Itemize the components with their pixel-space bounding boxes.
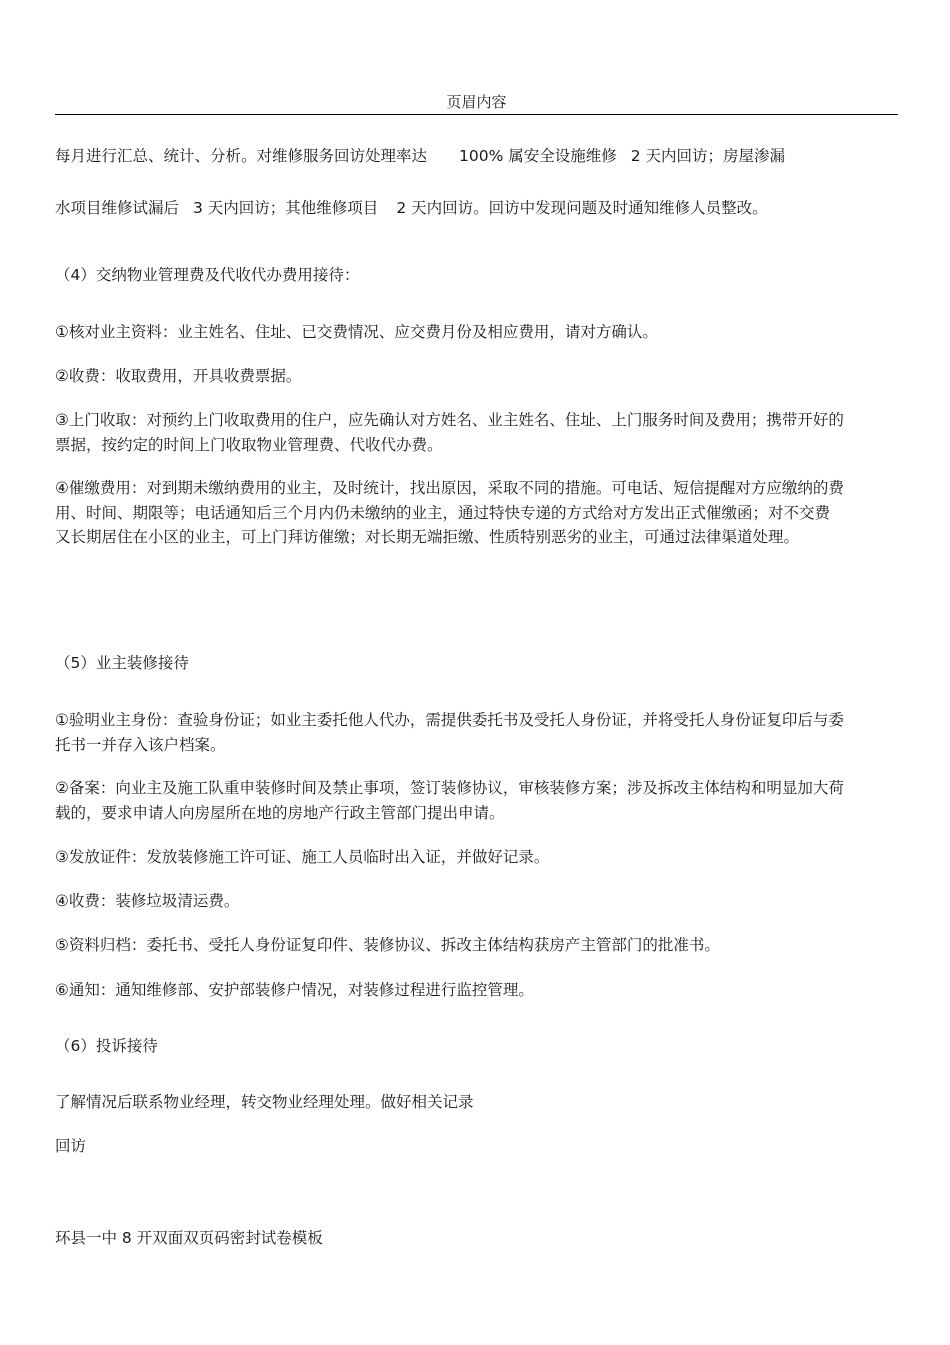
intro-line-2-part-b: 3 天内回访；其他维修项目 xyxy=(193,199,379,217)
intro-line-1-part-b: 100% 属安全设施维修 xyxy=(459,147,617,165)
section-4-item-4: ④催缴费用：对到期未缴纳费用的业主，及时统计，找出原因，采取不同的措施。可电话、短信提醒对方应缴纳的费用、时间、期限等；电话通知后三个月内仍未缴纳的业主，通过特快专递的方式给对方发出正式催缴函；对不交费又长期居住在小区的业主，可上门拜访催缴；对长期无端拒缴、性质特别恶劣的业主，可通过法律渠道处理。 xyxy=(55,479,844,546)
section-5-item-1: ①验明业主身份：查验身份证；如业主委托他人代办，需提供委托书及受托人身份证，并将受托人身份证复印后与委托书一并存入该户档案。 xyxy=(55,711,844,754)
section-4-item-3: ③上门收取：对预约上门收取费用的住户，应先确认对方姓名、业主姓名、住址、上门服务时间及费用；携带开好的票据，按约定的时间上门收取物业管理费、代收代办费。 xyxy=(55,411,844,454)
section-5-item-3: ③发放证件：发放装修施工许可证、施工人员临时出入证，并做好记录。 xyxy=(55,848,550,866)
intro-line-2 xyxy=(55,198,768,218)
section-5-item-5: ⑤资料归档：委托书、受托人身份证复印件、装修协议、拆改主体结构获房产主管部门的批准书。 xyxy=(55,936,720,954)
intro-line-1-part-a: 每月进行汇总、统计、分析。对维修服务回访处理率达 xyxy=(55,147,428,165)
intro-line-1 xyxy=(55,146,785,166)
section-5-heading: （5）业主装修接待 xyxy=(55,654,189,672)
section-5-item-6: ⑥通知：通知维修部、安护部装修户情况，对装修过程进行监控管理。 xyxy=(55,981,534,999)
section-5-item-2: ②备案：向业主及施工队重申装修时间及禁止事项，签订装修协议，审核装修方案；涉及拆改主体结构和明显加大荷载的，要求申请人向房屋所在地的房地产行政主管部门提出申请。 xyxy=(55,779,844,822)
intro-line-2-part-c: 2 天内回访。回访中发现问题及时通知维修人员整改。 xyxy=(396,199,768,217)
section-4-item-2: ②收费：收取费用，开具收费票据。 xyxy=(55,367,302,385)
section-5-item-4: ④收费：装修垃圾清运费。 xyxy=(55,892,240,910)
section-4-heading: （4）交纳物业管理费及代收代办费用接待： xyxy=(55,266,360,284)
section-6-item-1: 了解情况后联系物业经理，转交物业经理处理。做好相关记录 xyxy=(55,1093,474,1111)
section-4-item-1: ①核对业主资料：业主姓名、住址、已交费情况、应交费月份及相应费用，请对方确认。 xyxy=(55,323,658,341)
header-divider xyxy=(55,114,898,115)
page-header: 页眉内容 xyxy=(446,93,507,111)
section-6-heading: （6）投诉接待 xyxy=(55,1037,158,1055)
intro-line-2-part-a: 水项目维修试漏后 xyxy=(55,199,180,217)
page-footer: 环县一中 8 开双面双页码密封试卷模板 xyxy=(55,1229,323,1247)
section-6-item-2: 回访 xyxy=(55,1137,87,1155)
intro-line-1-part-c: 2 天内回访；房屋渗漏 xyxy=(630,147,786,165)
